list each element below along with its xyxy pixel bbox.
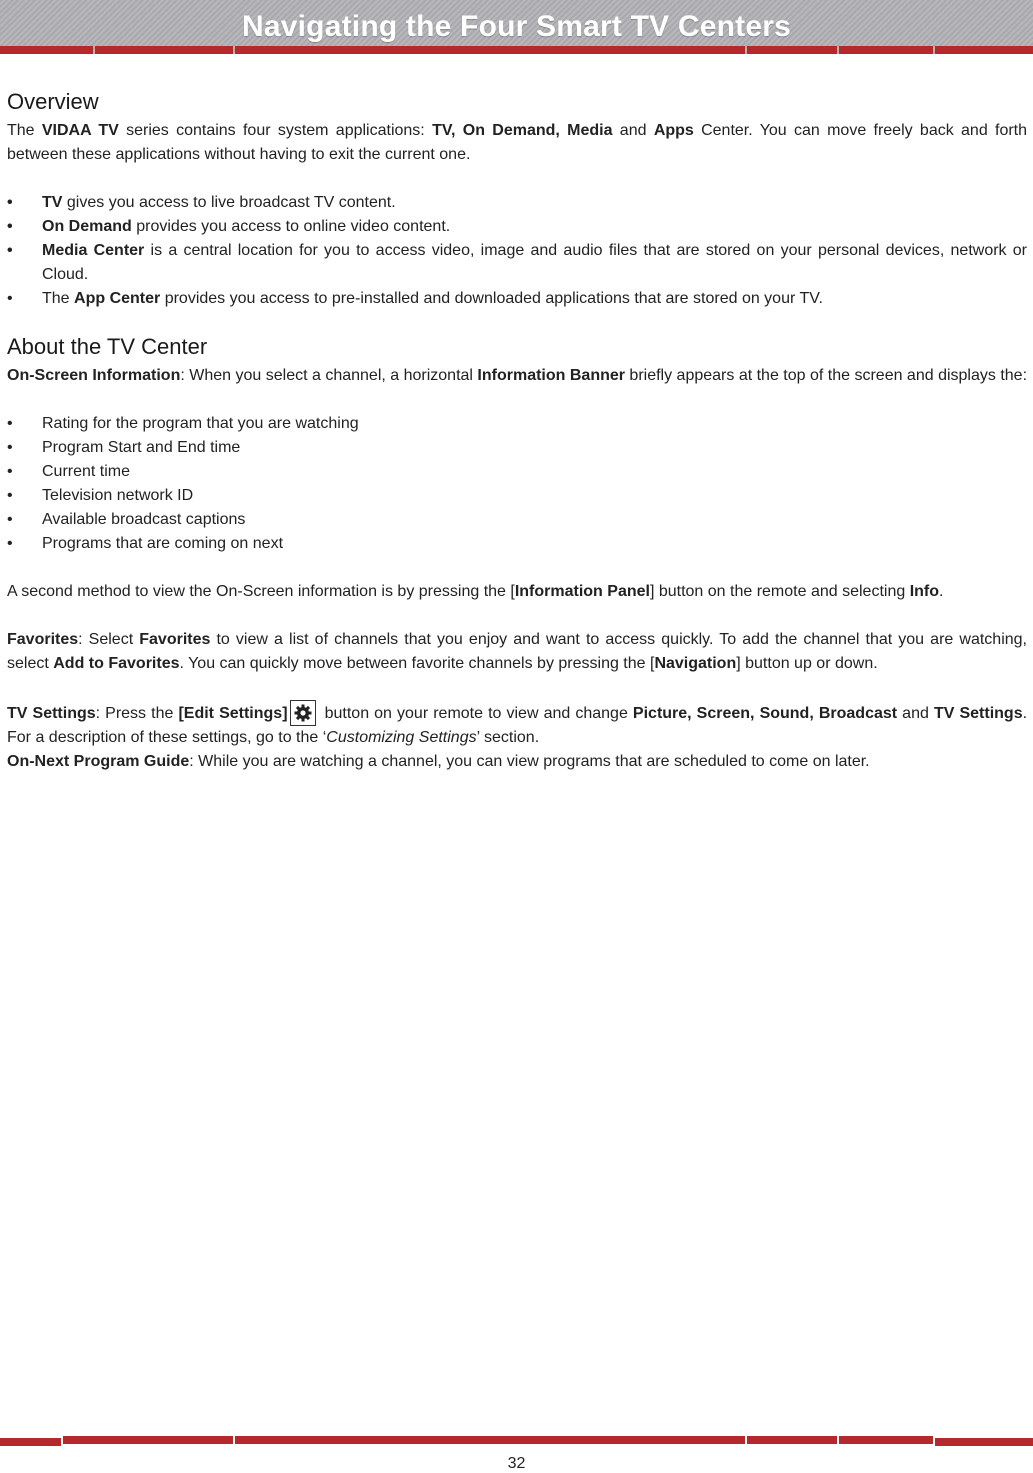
list-item: • Rating for the program that you are watching xyxy=(7,415,359,432)
overview-intro: The VIDAA TV series contains four system applications: TV, On Demand, Media and Apps Center. You can move freely back and forth between these applications without having to exit the current one. xyxy=(7,122,1028,163)
tv-center-heading: About the TV Center xyxy=(7,334,208,359)
list-item: • The App Center provides you access to pre-installed and downloaded applications that are stored on your TV. xyxy=(7,290,823,307)
page-title: Navigating the Four Smart TV Centers xyxy=(242,10,791,43)
second-method-paragraph: A second method to view the On-Screen information is by pressing the [Information Panel] button on the remote and selecting Info. xyxy=(7,583,944,600)
list-item: • Programs that are coming on next xyxy=(7,535,284,552)
footer-accent-bar xyxy=(0,1434,1033,1444)
program-guide-paragraph: On-Next Program Guide: While you are watching a channel, you can view programs that are scheduled to come on later. xyxy=(7,753,870,770)
info-banner-list xyxy=(7,412,1027,556)
list-item: • Program Start and End time xyxy=(7,439,241,456)
list-item: • On Demand provides you access to online video content. xyxy=(7,218,451,235)
tv-settings-paragraph: TV Settings: Press the [Edit Settings] button on your remote to view and change Picture, Screen, Sound, Broadcast and TV Settings. For a description of these settings, go to the ‘Customizing Settings’ section. xyxy=(7,700,1027,750)
page-number: 32 xyxy=(507,1455,526,1472)
gear-icon xyxy=(290,700,316,726)
list-item: • Current time xyxy=(7,463,131,480)
favorites-paragraph: Favorites: Select Favorites to view a list of channels that you enjoy and want to access quickly. To add the channel that you are watching, select Add to Favorites. You can quickly move between favorite channels by pressing the [Navigation] button up or down. xyxy=(7,631,1027,672)
list-item: • TV gives you access to live broadcast TV content. xyxy=(7,194,396,211)
onscreen-info-paragraph: On-Screen Information: When you select a channel, a horizontal Information Banner briefly appears at the top of the screen and displays the: xyxy=(7,367,1028,384)
list-item: • Media Center is a central location for you to access video, image and audio files that are stored on your personal devices, network or Cloud. xyxy=(7,242,1028,283)
list-item: • Available broadcast captions xyxy=(7,511,246,528)
list-item: • Television network ID xyxy=(7,487,194,504)
overview-bullet-list xyxy=(7,191,1027,311)
overview-heading: Overview xyxy=(7,89,99,114)
page-content xyxy=(7,88,1027,774)
header-accent-bar xyxy=(0,46,1033,54)
